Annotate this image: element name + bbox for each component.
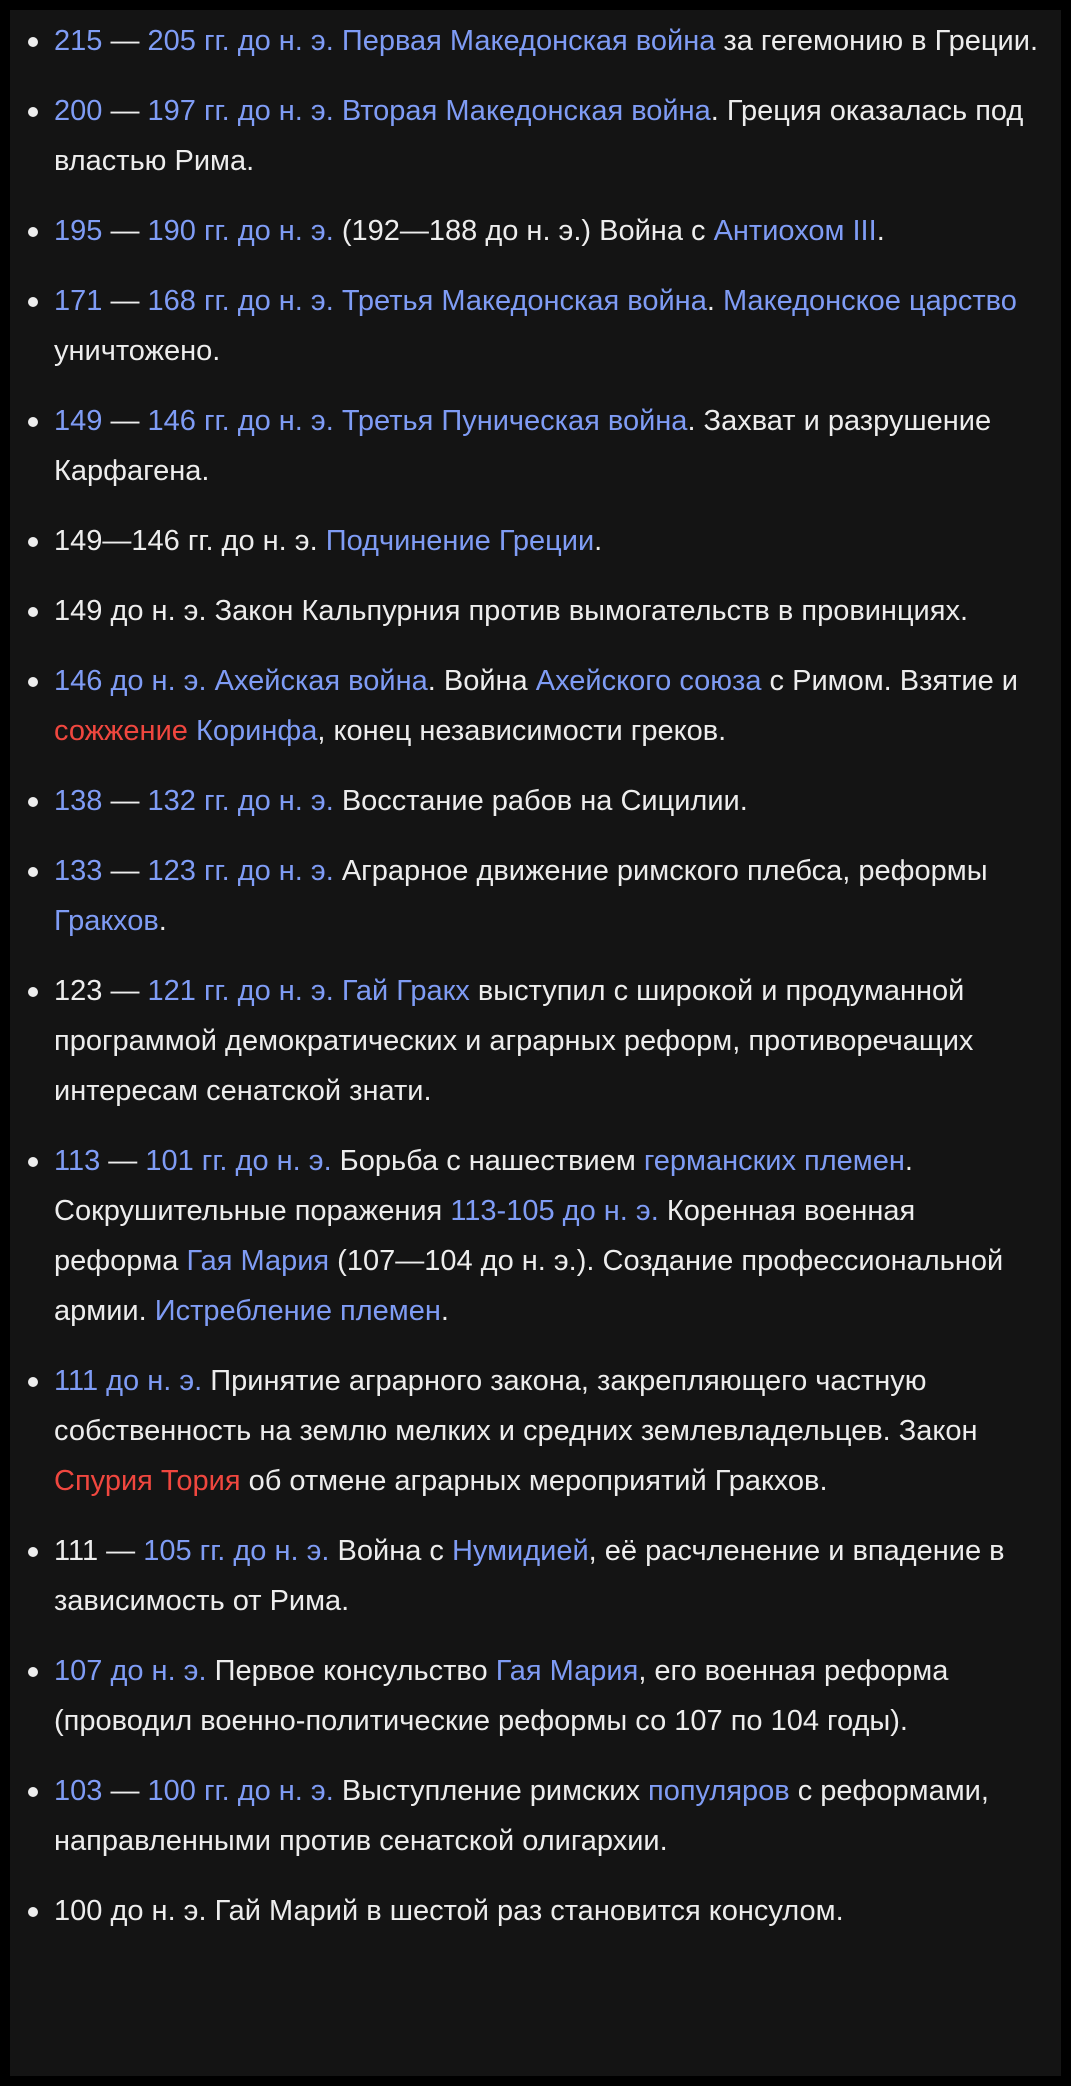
wiki-link[interactable]: Коринфа xyxy=(195,715,318,747)
wiki-link[interactable]: 138 xyxy=(54,785,103,817)
item-text xyxy=(188,715,196,747)
wiki-link[interactable]: 215 xyxy=(54,25,103,57)
item-text xyxy=(334,95,342,127)
item-text xyxy=(207,665,215,697)
item-text: — xyxy=(102,785,148,817)
item-text: 149 до н. э. Закон Кальпурния против вымогательств в провинциях. xyxy=(54,595,969,627)
item-text: . xyxy=(706,285,723,317)
item-text xyxy=(334,405,342,437)
item-text: . Греция оказалась под властью Рима. xyxy=(54,95,1024,177)
item-text: 149—146 гг. до н. э. xyxy=(54,525,326,557)
wiki-link[interactable]: 121 гг. до н. э. xyxy=(147,975,334,1007)
wiki-link[interactable]: 195 xyxy=(54,215,103,247)
wiki-link[interactable]: Антиохом III xyxy=(713,215,877,247)
item-text: выступил с широкой и продуманной программой демократических и аграрных реформ, противоречащих интересам сенатской знати. xyxy=(54,975,974,1107)
timeline-item xyxy=(54,396,1044,496)
item-text xyxy=(334,285,342,317)
wiki-link[interactable]: 146 до н. э. xyxy=(54,665,207,697)
timeline-item xyxy=(54,846,1044,946)
timeline-list xyxy=(54,16,1044,1956)
wiki-link[interactable]: Гая Мария xyxy=(495,1655,639,1687)
item-text: Коренная военная реформа xyxy=(54,1195,916,1277)
wiki-link[interactable]: 101 гг. до н. э. xyxy=(145,1145,332,1177)
wiki-link[interactable]: Вторая Македонская война xyxy=(341,95,711,127)
wiki-link[interactable]: 190 гг. до н. э. xyxy=(147,215,334,247)
item-text: — xyxy=(102,25,148,57)
timeline-item xyxy=(54,1646,1044,1746)
article-content xyxy=(10,10,1061,2076)
wiki-link[interactable]: Гая Мария xyxy=(186,1245,330,1277)
item-text: уничтожено. xyxy=(54,335,221,367)
wiki-link[interactable]: 105 гг. до н. э. xyxy=(143,1535,330,1567)
item-text: (192—188 до н. э.) Война с xyxy=(333,215,714,247)
item-text: — xyxy=(102,1775,148,1807)
item-text: . xyxy=(876,215,885,247)
item-text: . xyxy=(440,1295,449,1327)
item-text: об отмене аграрных мероприятий Гракхов. xyxy=(240,1465,828,1497)
item-text: 111 — xyxy=(54,1535,144,1567)
timeline-item xyxy=(54,1766,1044,1866)
item-text: , его военная реформа (проводил военно-политические реформы со 107 по 104 годы). xyxy=(54,1655,949,1737)
wiki-link[interactable]: 103 xyxy=(54,1775,103,1807)
item-text: . Захват и разрушение Карфагена. xyxy=(54,405,992,487)
wiki-link[interactable]: 168 гг. до н. э. xyxy=(147,285,334,317)
wiki-link[interactable]: 197 гг. до н. э. xyxy=(147,95,334,127)
item-text: 100 до н. э. Гай Марий в шестой раз становится консулом. xyxy=(54,1895,844,1927)
wiki-link[interactable]: Ахейская война xyxy=(214,665,428,697)
item-text: Восстание рабов на Сицилии. xyxy=(333,785,748,817)
item-text: Аграрное движение римского плебса, реформы xyxy=(333,855,988,887)
missing-page-link[interactable]: сожжение xyxy=(54,715,188,747)
wiki-link[interactable]: Первая Македонская война xyxy=(341,25,716,57)
timeline-item xyxy=(54,86,1044,186)
wiki-link[interactable]: 132 гг. до н. э. xyxy=(147,785,334,817)
item-text: с реформами, направленными против сенатской олигархии. xyxy=(54,1775,989,1857)
wiki-link[interactable]: 111 до н. э. xyxy=(54,1365,203,1397)
item-text: — xyxy=(102,95,148,127)
timeline-item xyxy=(54,1136,1044,1336)
item-text: , её расчленение и впадение в зависимость от Рима. xyxy=(54,1535,1005,1617)
item-text: — xyxy=(102,855,148,887)
timeline-item xyxy=(54,1886,1044,1936)
timeline-item xyxy=(54,776,1044,826)
wiki-link[interactable]: 171 xyxy=(54,285,103,317)
wiki-link[interactable]: Гракхов xyxy=(54,905,159,937)
timeline-item xyxy=(54,586,1044,636)
item-text: . Война xyxy=(427,665,536,697)
timeline-item xyxy=(54,16,1044,66)
timeline-item xyxy=(54,516,1044,566)
timeline-item xyxy=(54,966,1044,1116)
wiki-link[interactable]: Подчинение Греции xyxy=(325,525,595,557)
timeline-item xyxy=(54,656,1044,756)
wiki-link[interactable]: 107 до н. э. xyxy=(54,1655,207,1687)
item-text xyxy=(334,25,342,57)
wiki-link[interactable]: 133 xyxy=(54,855,103,887)
timeline-item xyxy=(54,1356,1044,1506)
item-text: . xyxy=(594,525,603,557)
wiki-link[interactable]: 113 xyxy=(54,1145,101,1177)
item-text: — xyxy=(100,1145,146,1177)
wiki-link[interactable]: Третья Македонская война xyxy=(341,285,707,317)
item-text: Принятие аграрного закона, закрепляющего частную собственность на землю мелких и средних землевладельцев. Закон xyxy=(54,1365,978,1447)
missing-page-link[interactable]: Спурия Тория xyxy=(54,1465,241,1497)
item-text: Первое консульство xyxy=(206,1655,496,1687)
wiki-link[interactable]: германских племен xyxy=(643,1145,905,1177)
wiki-link[interactable]: Гай Гракх xyxy=(341,975,470,1007)
wiki-link[interactable]: 205 гг. до н. э. xyxy=(147,25,334,57)
timeline-item xyxy=(54,276,1044,376)
item-text: 123 — xyxy=(54,975,148,1007)
item-text: — xyxy=(102,405,148,437)
item-text: Выступление римских xyxy=(333,1775,648,1807)
item-text: Война с xyxy=(329,1535,452,1567)
item-text: (107—104 до н. э.). Создание профессиональной армии. xyxy=(54,1245,1004,1327)
timeline-item xyxy=(54,1526,1044,1626)
item-text: — xyxy=(102,215,148,247)
item-text: , конец независимости греков. xyxy=(317,715,727,747)
wiki-link[interactable]: Истребление племен xyxy=(154,1295,441,1327)
wiki-link[interactable]: 100 гг. до н. э. xyxy=(147,1775,334,1807)
item-text: с Римом. Взятие и xyxy=(761,665,1018,697)
wiki-link[interactable]: 113-105 до н. э. xyxy=(450,1195,659,1227)
item-text: . xyxy=(158,905,167,937)
item-text xyxy=(334,975,342,1007)
wiki-link[interactable]: Македонское царство xyxy=(722,285,1017,317)
wiki-link[interactable]: популяров xyxy=(648,1775,790,1807)
timeline-item xyxy=(54,206,1044,256)
item-text: Борьба с нашествием xyxy=(331,1145,644,1177)
wiki-link[interactable]: 149 xyxy=(54,405,103,437)
wiki-link[interactable]: Третья Пуническая война xyxy=(341,405,688,437)
wiki-link[interactable]: 123 гг. до н. э. xyxy=(147,855,334,887)
wiki-link[interactable]: 146 гг. до н. э. xyxy=(147,405,334,437)
wiki-link[interactable]: Нумидией xyxy=(451,1535,589,1567)
wiki-link[interactable]: Ахейского союза xyxy=(535,665,762,697)
item-text: . Сокрушительные поражения xyxy=(54,1145,913,1227)
wiki-link[interactable]: 200 xyxy=(54,95,103,127)
item-text: — xyxy=(102,285,148,317)
item-text: за гегемонию в Греции. xyxy=(715,25,1038,57)
